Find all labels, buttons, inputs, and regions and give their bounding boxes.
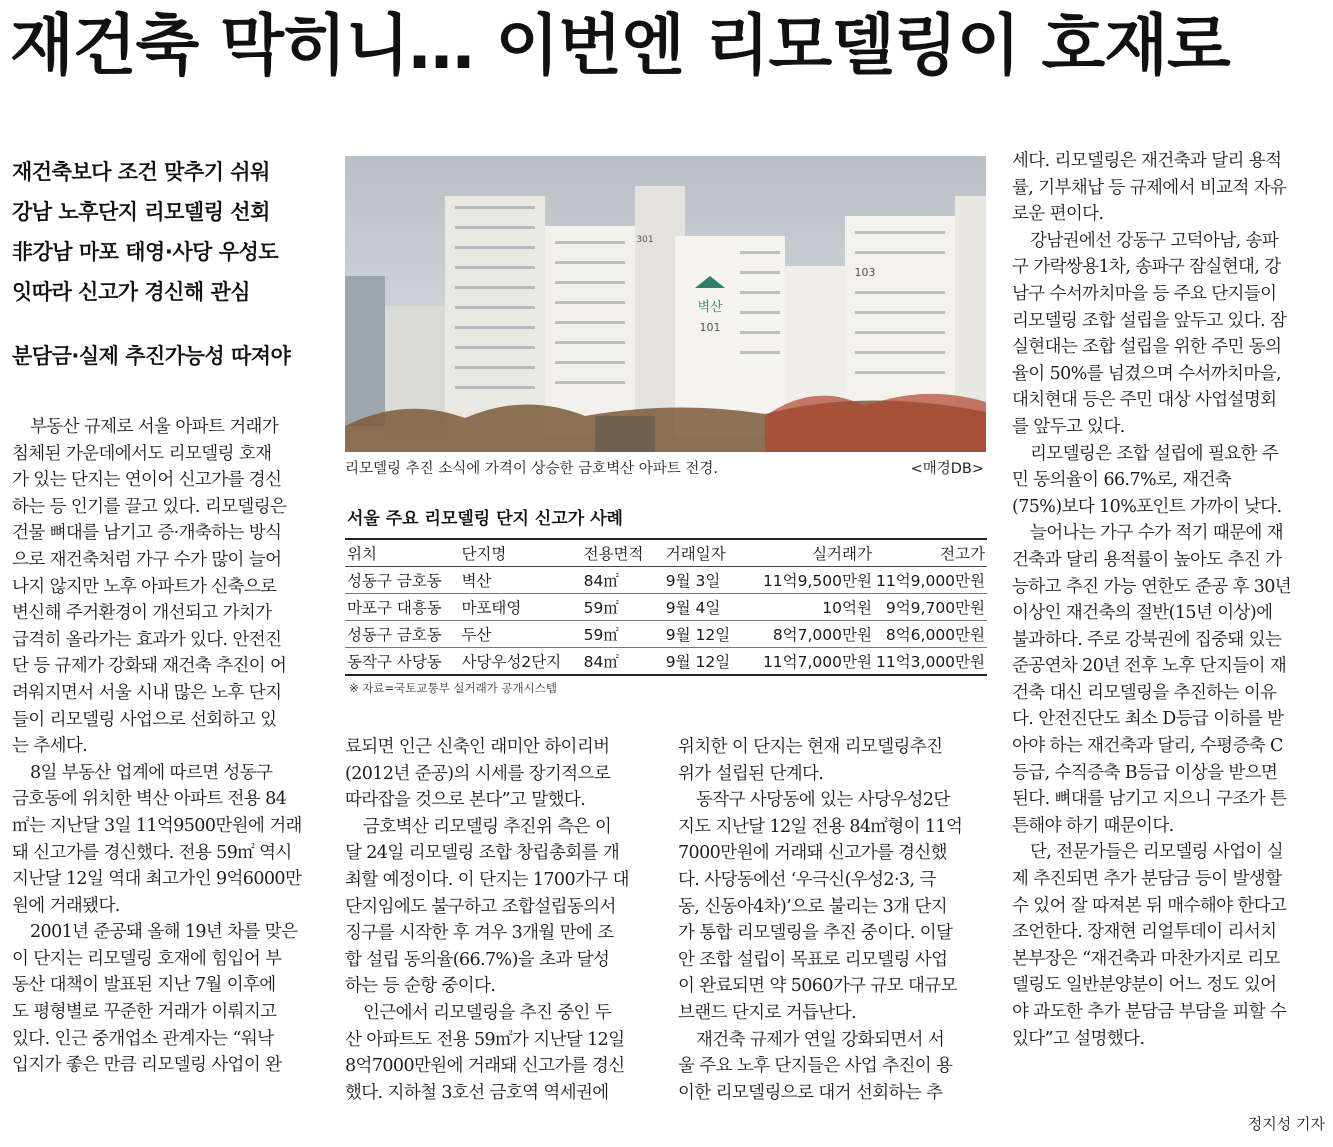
article-line: 튼해야 하기 때문이다. bbox=[1012, 815, 1174, 836]
apartment-photo bbox=[345, 156, 986, 452]
article-line: 대치현대 등은 주민 대상 사업설명회 bbox=[1012, 390, 1277, 411]
article-line: 8억7000만원에 거래돼 신고가를 경신 bbox=[345, 1056, 625, 1077]
article-line: 야 과도한 추가 분담금 부담을 피할 수 bbox=[1012, 1002, 1287, 1022]
article-line: 델링도 일반분양분이 어느 정도 있어 bbox=[1012, 975, 1277, 996]
article-line: 이상인 재건축의 절반(15년 이상)에 bbox=[1012, 603, 1273, 624]
table-header-cell: 거래일자 bbox=[664, 539, 747, 567]
article-line: 부동산 규제로 서울 아파트 거래가 bbox=[30, 417, 279, 437]
table-cell: 동작구 사당동 bbox=[345, 648, 459, 676]
article-line: 했다. 지하철 3호선 금호역 역세권에 bbox=[345, 1082, 609, 1103]
table-cell: 마포태영 bbox=[459, 594, 581, 621]
table-header-row bbox=[345, 539, 987, 567]
article-line: 건축 대신 리모델링을 추진하는 이유 bbox=[1012, 682, 1277, 703]
photo-caption-bar bbox=[345, 456, 986, 482]
apartment-complex-image bbox=[345, 156, 986, 452]
article-line: 강남권에선 강동구 고덕아남, 송파 bbox=[1030, 230, 1279, 251]
table-cell: 9월 12일 bbox=[664, 621, 747, 648]
table-cell: 9월 3일 bbox=[664, 567, 747, 594]
article-line: 울 주요 노후 단지들은 사업 추진이 용 bbox=[678, 1056, 953, 1077]
article-line: 있다”고 설명했다. bbox=[1012, 1028, 1145, 1049]
article-line: 최할 예정이다. 이 단지는 1700가구 대 bbox=[345, 869, 629, 890]
article-line: 돼 신고가를 경신했다. 전용 59㎡ 역시 bbox=[12, 842, 292, 863]
article-line: 안 조합 설립이 목표로 리모델링 사업 bbox=[678, 949, 948, 970]
article-line: 이 완료되면 약 5060가구 규모 대규모 bbox=[678, 976, 957, 997]
article-line: 하는 등 인기를 끌고 있다. 리모델링은 bbox=[12, 496, 287, 517]
article-line: 산 아파트도 전용 59㎡가 지난달 12일 bbox=[345, 1029, 625, 1050]
article-line: 변신해 주거환경이 개선되고 가치가 bbox=[12, 603, 272, 624]
article-column-1 bbox=[12, 414, 330, 1079]
article-line: 8일 부동산 업계에 따르면 성동구 bbox=[30, 762, 273, 783]
article-line: 입지가 좋은 만큼 리모델링 사업이 완 bbox=[12, 1055, 282, 1076]
article-line: 아야 하는 재건축과 달리, 수평증축 C bbox=[1012, 736, 1283, 757]
article-line: 브랜드 단지로 거듭난다. bbox=[678, 1002, 856, 1023]
article-line: 2001년 준공돼 올해 19년 차를 맞은 bbox=[30, 922, 298, 943]
article-line: 인근에서 리모델링을 추진 중인 두 bbox=[363, 1002, 612, 1023]
table-cell: 9월 4일 bbox=[664, 594, 747, 621]
photo-caption: 리모델링 추진 소식에 가격이 상승한 금호벽산 아파트 전경. bbox=[345, 461, 719, 477]
subhead-line-2: 강남 노후단지 리모델링 선회 bbox=[12, 200, 270, 224]
article-line: 원에 거래됐다. bbox=[12, 895, 120, 916]
article-line: 단 등 규제가 강화돼 재건축 추진이 어 bbox=[12, 656, 287, 677]
article-line: 지난달 12일 역대 최고가인 9억6000만 bbox=[12, 869, 302, 890]
article-line: 합 설립 동의율(66.7%)을 초과 달성 bbox=[345, 949, 610, 970]
table-cell: 사당우성2단지 bbox=[459, 648, 581, 676]
table-cell: 9억9,700만원 bbox=[874, 594, 987, 621]
article-line: 단지임에도 불구하고 조합설립동의서 bbox=[345, 896, 616, 917]
table-title: 서울 주요 리모델링 단지 신고가 사례 bbox=[347, 509, 623, 529]
article-line: 된다. 뼈대를 남기고 지으니 구조가 튼 bbox=[1012, 789, 1287, 810]
table-cell: 59㎡ bbox=[582, 621, 664, 648]
table-cell: 성동구 금호동 bbox=[345, 621, 459, 648]
article-line: 이 단지는 리모델링 호재에 힘입어 부 bbox=[12, 948, 282, 969]
table-cell: 벽산 bbox=[459, 567, 581, 594]
article-line: 는 추세다. bbox=[12, 736, 88, 757]
table-cell: 59㎡ bbox=[582, 594, 664, 621]
building-label-101: 101 bbox=[699, 321, 721, 334]
article-line: 도 평형별로 꾸준한 거래가 이뤄지고 bbox=[12, 1002, 277, 1023]
article-line: 가 있는 단지는 연이어 신고가를 경신 bbox=[12, 470, 282, 491]
table-cell: 성동구 금호동 bbox=[345, 567, 459, 594]
building-label-301: 301 bbox=[636, 235, 654, 245]
article-line: 리모델링은 조합 설립에 필요한 주 bbox=[1030, 443, 1279, 464]
table-cell: 두산 bbox=[459, 621, 581, 648]
article-line: 하는 등 순항 중이다. bbox=[345, 976, 496, 997]
table-cell: 8억6,000만원 bbox=[874, 621, 987, 648]
subhead-line-5: 분담금·실제 추진가능성 따져야 bbox=[12, 344, 291, 368]
article-column-2 bbox=[345, 734, 663, 1106]
table-cell: 11억7,000만원 bbox=[746, 648, 874, 676]
article-line: 금호벽산 리모델링 추진위 측은 이 bbox=[363, 816, 612, 837]
article-line: 민 동의율이 66.7%로, 재건축 bbox=[1012, 470, 1232, 491]
table-cell: 마포구 대흥동 bbox=[345, 594, 459, 621]
article-line: 불과하다. 주로 강북권에 집중돼 있는 bbox=[1012, 629, 1282, 650]
article-line: 위가 설립된 단계다. bbox=[678, 763, 824, 784]
article-line: 으로 재건축처럼 가구 수가 많이 늘어 bbox=[12, 549, 282, 570]
article-line: 이한 리모델링으로 대거 선회하는 추 bbox=[678, 1082, 943, 1103]
article-line: 제 추진되면 추가 분담금 등이 발생할 bbox=[1012, 869, 1282, 890]
article-line: 재건축 규제가 연일 강화되면서 서 bbox=[696, 1029, 945, 1050]
article-line: (2012년 준공)의 시세를 장기적으로 bbox=[345, 763, 611, 784]
table-cell: 84㎡ bbox=[582, 567, 664, 594]
article-line: 동작구 사당동에 있는 사당우성2단 bbox=[696, 790, 950, 811]
table-row bbox=[345, 621, 987, 648]
article-line: 다. 안전진단도 최소 D등급 이하를 받 bbox=[1012, 709, 1284, 730]
subhead-line-1: 재건축보다 조건 맞추기 쉬워 bbox=[12, 160, 270, 184]
article-line: 다. 사당동에선 ‘우극신(우성2·3, 극 bbox=[678, 869, 936, 890]
article-line: 동, 신동아4차)’으로 불리는 3개 단지 bbox=[678, 896, 948, 917]
article-line: 7000만원에 거래돼 신고가를 경신했 bbox=[678, 843, 947, 864]
article-line: 달 24일 리모델링 조합 창립총회를 개 bbox=[345, 843, 620, 864]
table-cell: 84㎡ bbox=[582, 648, 664, 676]
article-line: 위치한 이 단지는 현재 리모델링추진 bbox=[678, 737, 943, 757]
article-line: 단, 전문가들은 리모델링 사업이 실 bbox=[1030, 842, 1284, 863]
table-header-cell: 위치 bbox=[345, 539, 459, 567]
article-line: 급격히 올라가는 효과가 있다. 안전진 bbox=[12, 629, 282, 650]
photo-credit: <매경DB> bbox=[910, 461, 984, 477]
article-line: 본부장은 “재건축과 마찬가지로 리모 bbox=[1012, 948, 1280, 969]
article-column-4 bbox=[1012, 148, 1330, 1052]
byline: 정지성 기자 bbox=[1247, 1115, 1325, 1133]
table-cell: 11억9,000만원 bbox=[874, 567, 987, 594]
article-line: 따라잡을 것으로 본다”고 말했다. bbox=[345, 790, 586, 811]
table-source: ※ 자료=국토교통부 실거래가 공개시스템 bbox=[349, 681, 557, 695]
article-line: 리모델링 조합 설립을 앞두고 있다. 잠 bbox=[1012, 310, 1287, 331]
article-line: 려워지면서 서울 시내 많은 노후 단지 bbox=[12, 682, 282, 703]
article-line: ㎡는 지난달 3일 11억9500만원에 거래 bbox=[12, 815, 302, 836]
article-line: 침체된 가운데에서도 리모델링 호재 bbox=[12, 443, 272, 464]
article-line: 있다. 인근 중개업소 관계자는 “워낙 bbox=[12, 1028, 274, 1049]
article-line: 남구 수서까치마을 등 주요 단지들이 bbox=[1012, 283, 1277, 304]
price-table bbox=[345, 538, 987, 676]
article-line: 구 가락쌍용1차, 송파구 잠실현대, 강 bbox=[1012, 257, 1281, 278]
table-row bbox=[345, 567, 987, 594]
subhead-line-4: 잇따라 신고가 경신해 관심 bbox=[12, 280, 251, 304]
article-column-3 bbox=[678, 734, 996, 1106]
table-cell: 11억3,000만원 bbox=[874, 648, 987, 676]
article-line: 능하고 추진 가능 연한도 준공 후 30년 bbox=[1012, 576, 1292, 597]
table-cell: 11억9,500만원 bbox=[746, 567, 874, 594]
article-line: 동산 대책이 발표된 지난 7월 이후에 bbox=[12, 975, 276, 996]
article-line: 준공연차 20년 전후 노후 단지들이 재 bbox=[1012, 656, 1287, 677]
article-line: 로운 편이다. bbox=[1012, 204, 1104, 225]
article-line: 늘어나는 가구 수가 적기 때문에 재 bbox=[1030, 523, 1284, 544]
article-line: 등급, 수직증축 B등급 이상을 받으면 bbox=[1012, 762, 1278, 783]
table-header-cell: 전용면적 bbox=[582, 539, 664, 567]
article-line: 료되면 인근 신축인 래미안 하이리버 bbox=[345, 737, 610, 757]
article-line: 건물 뼈대를 남기고 증·개축하는 방식 bbox=[12, 523, 282, 544]
table-cell: 9월 12일 bbox=[664, 648, 747, 676]
article-line: 를 앞두고 있다. bbox=[1012, 416, 1125, 437]
headline: 재건축 막히니… 이번엔 리모델링이 호재로 bbox=[10, 7, 1230, 84]
article-line: 세다. 리모델링은 재건축과 달리 용적 bbox=[1012, 151, 1282, 171]
article-line: 률, 기부채납 등 규제에서 비교적 자유 bbox=[1012, 177, 1287, 198]
table-header-cell: 실거래가 bbox=[746, 539, 874, 567]
article-line: 징구를 시작한 후 겨우 3개월 만에 조 bbox=[345, 923, 614, 944]
table-header-cell: 전고가 bbox=[874, 539, 987, 567]
article-line: 가 통합 리모델링을 추진 중이다. 이달 bbox=[678, 923, 953, 944]
table-header-cell: 단지명 bbox=[459, 539, 581, 567]
building-label-brand: 벽산 bbox=[697, 300, 723, 315]
table-cell: 8억7,000만원 bbox=[746, 621, 874, 648]
article-line: 들이 리모델링 사업으로 선회하고 있 bbox=[12, 709, 277, 730]
article-line: 실현대는 조합 설립을 위한 주민 동의 bbox=[1012, 337, 1282, 358]
table-cell: 10억원 bbox=[746, 594, 874, 621]
article-line: 율이 50%를 넘겼으며 수서까치마을, bbox=[1012, 363, 1281, 384]
article-line: 지도 지난달 12일 전용 84㎡형이 11억 bbox=[678, 816, 963, 837]
article-line: 조언한다. 장재현 리얼투데이 리서치 bbox=[1012, 922, 1277, 943]
article-line: 금호동에 위치한 벽산 아파트 전용 84 bbox=[12, 789, 287, 810]
article-line: 건축과 달리 용적률이 높아도 추진 가 bbox=[1012, 549, 1282, 570]
table-row bbox=[345, 648, 987, 676]
building-label-103: 103 bbox=[854, 266, 876, 279]
table-row bbox=[345, 594, 987, 621]
article-line: (75%)보다 10%포인트 가까이 낮다. bbox=[1012, 496, 1282, 517]
article-line: 수 있어 잘 따져본 뒤 매수해야 한다고 bbox=[1012, 895, 1287, 916]
subhead-line-3: 非강남 마포 태영·사당 우성도 bbox=[12, 240, 279, 264]
article-line: 나지 않지만 노후 아파트가 신축으로 bbox=[12, 576, 277, 597]
